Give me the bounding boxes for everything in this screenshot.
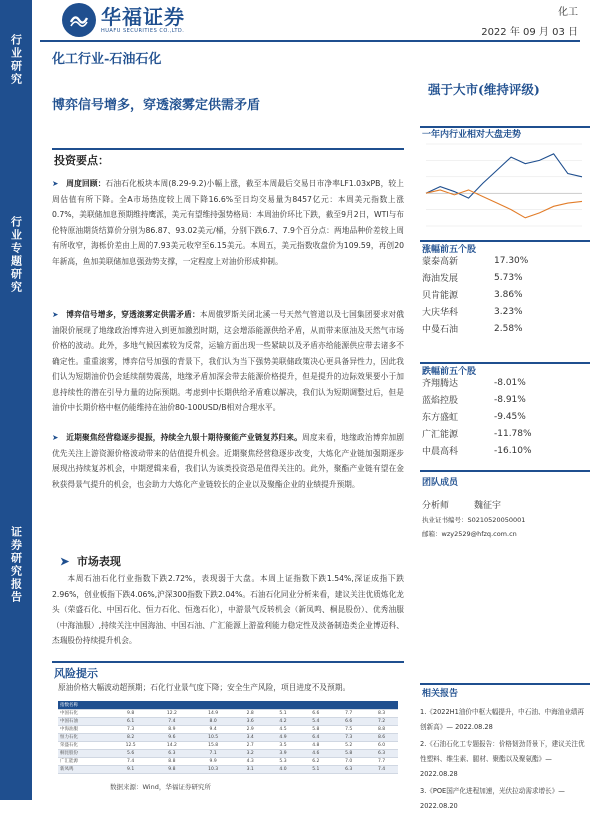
chart-series-line-2 [426, 190, 582, 218]
gainer-row [420, 269, 590, 286]
table-cell: 8.3 [365, 709, 398, 717]
table-cell: 8.9 [151, 725, 192, 733]
loser-stock-change: -8.01% [494, 377, 526, 388]
data-source: 数据来源：Wind，华福证券研究所 [110, 783, 211, 791]
analyst-name: 魏征宇 [474, 500, 502, 511]
table-cell: 6.1 [110, 717, 151, 725]
table-cell: 6.6 [332, 717, 365, 725]
table-cell: 9.8 [151, 765, 192, 773]
table-cell: 3.6 [234, 717, 267, 725]
report-date: 2022 年 09 月 03 日 [481, 27, 578, 38]
gainer-row [420, 303, 590, 320]
gainers-heading: 涨幅前五个股 [422, 245, 477, 255]
table-cell [234, 701, 267, 709]
paragraph-focus: ➤ 近期聚焦经营稳逐步提振，持续全九银十期待聚能产业链复苏归来。周度来看，地缘政治博弈加剧优先关注上游资源价格波动带来的估值提升机会。近期聚焦经营稳逐步改变，大炼化产业链加强期逐步展现出持续复苏机会，中期逻辑来看，我们认为该类投资恐是值得关注的。此外，聚酯产业链有望在金秋获得景气提升的机会，也会助力大炼化产业链较长的企业以及聚酯企业的业绩提升预期。 [52, 433, 404, 489]
table-cell: 6.6 [299, 709, 332, 717]
losers-heading: 跌幅前五个股 [422, 367, 477, 377]
loser-row [420, 374, 590, 391]
table-row [58, 717, 398, 725]
table-cell: 6.0 [365, 741, 398, 749]
table-row [58, 741, 398, 749]
gainer-stock-change: 3.23% [494, 306, 523, 317]
table-cell: 15.8 [193, 741, 234, 749]
table-cell: 8.2 [110, 733, 151, 741]
team-block [420, 496, 590, 540]
table-cell: 桐昆股份 [58, 749, 110, 757]
table-cell: 荣盛石化 [58, 741, 110, 749]
table-row [58, 725, 398, 733]
table-cell: 广汇能源 [58, 757, 110, 765]
table-cell: 8.0 [193, 717, 234, 725]
table-cell: 6.3 [365, 749, 398, 757]
table-cell: 12.5 [110, 741, 151, 749]
valuation-table [58, 701, 398, 774]
table-cell: 12.2 [151, 709, 192, 717]
related-divider [420, 683, 590, 685]
gainer-stock-change: 2.58% [494, 323, 523, 334]
table-row [58, 749, 398, 757]
loser-stock-change: -16.10% [494, 445, 532, 456]
table-cell: 7.1 [193, 749, 234, 757]
table-cell [299, 701, 332, 709]
loser-stock-name: 蓝焰控股 [422, 396, 459, 406]
losers-list [420, 374, 590, 459]
table-cell: 新凤鸣 [58, 765, 110, 773]
table-cell: 9.9 [193, 757, 234, 765]
table-cell: 9.1 [110, 765, 151, 773]
table-cell: 7.2 [365, 717, 398, 725]
team-divider [420, 470, 590, 472]
company-logo [62, 2, 185, 38]
table-cell: 7.4 [365, 765, 398, 773]
bullet-arrow-icon: ➤ [52, 433, 59, 442]
report-title: 博弈信号增多，穿透滚雾定供需矛盾 [52, 98, 261, 113]
table-cell: 10.5 [193, 733, 234, 741]
loser-row [420, 408, 590, 425]
table-cell: 中国石化 [58, 709, 110, 717]
table-cell: 14.9 [193, 709, 234, 717]
sidebar-label-special-research: 行业专题研究 [9, 216, 23, 294]
loser-stock-change: -11.78% [494, 428, 532, 439]
table-cell: 5.2 [332, 741, 365, 749]
table-cell: 7.3 [110, 725, 151, 733]
table-cell: 7.5 [332, 725, 365, 733]
table-cell [332, 701, 365, 709]
table-cell: 2.9 [234, 725, 267, 733]
table-cell: 14.2 [151, 741, 192, 749]
related-report-item[interactable]: 1.《2022H1油价中枢大幅提升，中石油、中海油业绩再创新高》— 2022.08.28 [420, 708, 585, 731]
logo-english-name: HUAFU SECURITIES CO.,LTD. [101, 28, 185, 34]
table-row [58, 757, 398, 765]
header-category: 化工 [558, 7, 578, 18]
risk-heading: 风险提示 [54, 667, 98, 680]
table-cell [267, 701, 300, 709]
market-heading: ➤ 市场表现 [60, 555, 121, 568]
gainer-stock-name: 蒙泰高新 [422, 257, 459, 267]
table-cell: 7.0 [332, 757, 365, 765]
table-cell: 6.3 [332, 765, 365, 773]
gainers-list [420, 252, 590, 337]
paragraph-weekly-review: ➤ 周度回顾：石油石化板块本周(8.29-9.2)小幅上涨，截至本周最后交易日市净率LF1.03xPB，较上周估值有所下降。全A市场热度较上周下降16.6%至日均交易量为8457亿元：本周美元指数上涨0.7%，美联储加息预期维持鹰派，美元有望维持强势格局：本周油价环比下跌，截至9月2日，WTI与布伦特原油期货结算价分别为86.87、93.02美元/桶，分别下跌6.7、7.9个百分点：两地品种价差较上周有所收窄，海栎价差由上周的7.93美元收窄至6.15美元。本周五，美元指数收盘价为109.59，再创20年新高，鱼加美联储加息强劲势支撑，一定程度上对油价形成抑制。 [52, 179, 404, 266]
table-cell: 10.3 [193, 765, 234, 773]
analyst-role: 分析师 [422, 500, 450, 511]
paragraph-market: 本周石油石化行业指数下跌2.72%，表现弱于大盘。本周上证指数下跌1.54%,深证成指下跌2.96%，创业板指下跌4.06%,沪深300指数下跌2.04%。石油石化同业分析来看，建议关注优质炼化龙头（荣盛石化、中国石化、恒力石化、恒逸石化），中游景气反转机会（新凤鸣、桐昆股份）、优秀油服（中海油服）,持续关注中国海油、中国石油、广汇能源上游盈利能力稳定性及淡备制造类企业博迈科、杰瑞股份持续提升机会。 [52, 574, 404, 645]
related-report-item[interactable]: 3.《POE国产化进程加速，光伏拉动需求增长》— 2022.08.20 [420, 787, 565, 810]
table-cell: 2.7 [234, 741, 267, 749]
table-cell [365, 701, 398, 709]
table-cell: 中海油服 [58, 725, 110, 733]
table-cell: 7.7 [332, 709, 365, 717]
analyst-cert: 执业证书编号：S0210520050001 [422, 515, 526, 524]
table-cell: 8.6 [365, 733, 398, 741]
table-cell: 中国石油 [58, 717, 110, 725]
table-cell: 3.2 [234, 749, 267, 757]
bullet-arrow-icon: ➤ [52, 310, 59, 319]
loser-stock-name: 齐翔腾达 [422, 379, 459, 389]
table-cell: 5.8 [332, 749, 365, 757]
loser-stock-change: -9.45% [494, 411, 526, 422]
rating-label: 强于大市(维持评级) [428, 82, 540, 97]
table-cell: 5.8 [299, 725, 332, 733]
risk-divider [52, 661, 404, 663]
table-cell: 6.3 [151, 749, 192, 757]
table-cell: 6.4 [299, 733, 332, 741]
key-points-divider [52, 148, 404, 150]
table-cell: 3.9 [267, 749, 300, 757]
table-cell: 8.8 [365, 725, 398, 733]
related-heading: 相关报告 [422, 689, 459, 699]
related-reports [420, 705, 590, 816]
gainer-row [420, 320, 590, 337]
table-cell: 9.6 [151, 733, 192, 741]
table-cell: 4.6 [299, 749, 332, 757]
loser-stock-change: -8.91% [494, 394, 526, 405]
relative-trend-chart [422, 138, 586, 240]
chart-title: 一年内行业相对大盘走势 [422, 130, 522, 140]
sidebar-label-securities-report: 证券研究报告 [9, 526, 23, 604]
table-cell: 6.2 [299, 757, 332, 765]
gainer-stock-change: 17.30% [494, 255, 529, 266]
logo-chinese-name: 华福证券 [101, 5, 185, 29]
loser-stock-name: 中晨高科 [422, 447, 459, 457]
gainer-stock-change: 5.73% [494, 272, 523, 283]
table-row [58, 765, 398, 773]
table-cell: 3.1 [234, 765, 267, 773]
table-row [58, 733, 398, 741]
table-cell: 4.2 [267, 717, 300, 725]
table-cell: 5.6 [110, 749, 151, 757]
table-cell: 恒力石化 [58, 733, 110, 741]
bullet-arrow-icon: ➤ [52, 179, 59, 188]
table-cell: 5.1 [267, 709, 300, 717]
gainer-stock-change: 3.86% [494, 289, 523, 300]
table-cell: 4.0 [267, 765, 300, 773]
gainer-stock-name: 贝肯能源 [422, 291, 459, 301]
table-cell: 9.4 [193, 725, 234, 733]
table-cell: 4.8 [299, 741, 332, 749]
table-cell [151, 701, 192, 709]
gainer-stock-name: 海油发展 [422, 274, 459, 284]
gainer-row [420, 286, 590, 303]
table-cell: 4.3 [234, 757, 267, 765]
table-cell: 2.8 [234, 709, 267, 717]
loser-row [420, 391, 590, 408]
table-cell: 4.9 [267, 733, 300, 741]
table-cell: 9.8 [110, 709, 151, 717]
table-cell: 3.4 [234, 733, 267, 741]
table-cell [193, 701, 234, 709]
gainer-stock-name: 中曼石油 [422, 325, 459, 335]
team-heading: 团队成员 [422, 478, 459, 488]
table-cell: 5.1 [299, 765, 332, 773]
analyst-email[interactable]: 邮箱：wzy2529@hfzq.com.cn [422, 529, 517, 538]
table-cell: 7.4 [110, 757, 151, 765]
table-cell: 3.5 [267, 741, 300, 749]
logo-mark-icon [62, 3, 96, 37]
header-divider [40, 40, 580, 42]
table-cell: 7.3 [332, 733, 365, 741]
left-sidebar [0, 0, 32, 800]
table-cell: 5.4 [299, 717, 332, 725]
loser-row [420, 425, 590, 442]
loser-stock-name: 东方盛虹 [422, 413, 459, 423]
key-points-heading: 投资要点： [54, 154, 109, 167]
risk-text: 原油价格大幅波动超预期；石化行业景气度下降；安全生产风险，项目进度不及预期。 [58, 683, 351, 692]
loser-stock-name: 广汇能源 [422, 430, 459, 440]
table-cell: 5.3 [267, 757, 300, 765]
loser-row [420, 442, 590, 459]
table-row [58, 709, 398, 717]
related-report-item[interactable]: 2.《石油石化工专题报告：价格韧劲背景下，建议关注优性塑料、维生素、腿材、聚酯以及聚氨酯》— 2022.08.28 [420, 740, 585, 778]
sidebar-label-industry-research: 行业研究 [9, 34, 23, 86]
table-cell: 7.4 [151, 717, 192, 725]
table-cell: 7.7 [365, 757, 398, 765]
gainer-row [420, 252, 590, 269]
paragraph-game-signals: ➤ 博弈信号增多，穿透滚雾定供需矛盾：本周俄罗斯关闭北溪一号天然气管道以及七国集团要求对俄油限价展现了地缘政治博弈进入到更加激烈时期，这会增添能源供给矛盾，从而带来原油及天然气市场价格的波动。此外，多地气候因素较为反常，运输方面出现一些紧缺以及矛盾亦给能源供应带去诸多不确定性。重重滚雾，博弈信号加强的背景下，我们认为当下强势美联储政策决心更具备异性力，因此我们认为短期油价仍会延续削势震荡，地缘矛盾加深会带去能源价格提升，但是提升的边际效果要小于加息持续性的潜在引导力量的边际预期。考虑到中长期供给矛盾难以解决，我们认为短期调整过后，但是油价中长期价格中枢仍能维持在油价80-100USD/B相对合理水平。 [52, 310, 404, 412]
table-cell: 8.8 [151, 757, 192, 765]
table-cell: 4.5 [267, 725, 300, 733]
table-cell [110, 701, 151, 709]
table-row [58, 701, 398, 709]
table-cell: 指数名称 [58, 701, 110, 709]
industry-title: 化工行业-石油石化 [52, 52, 162, 67]
gainer-stock-name: 大庆华科 [422, 308, 459, 318]
bullet-arrow-icon: ➤ [60, 555, 70, 568]
